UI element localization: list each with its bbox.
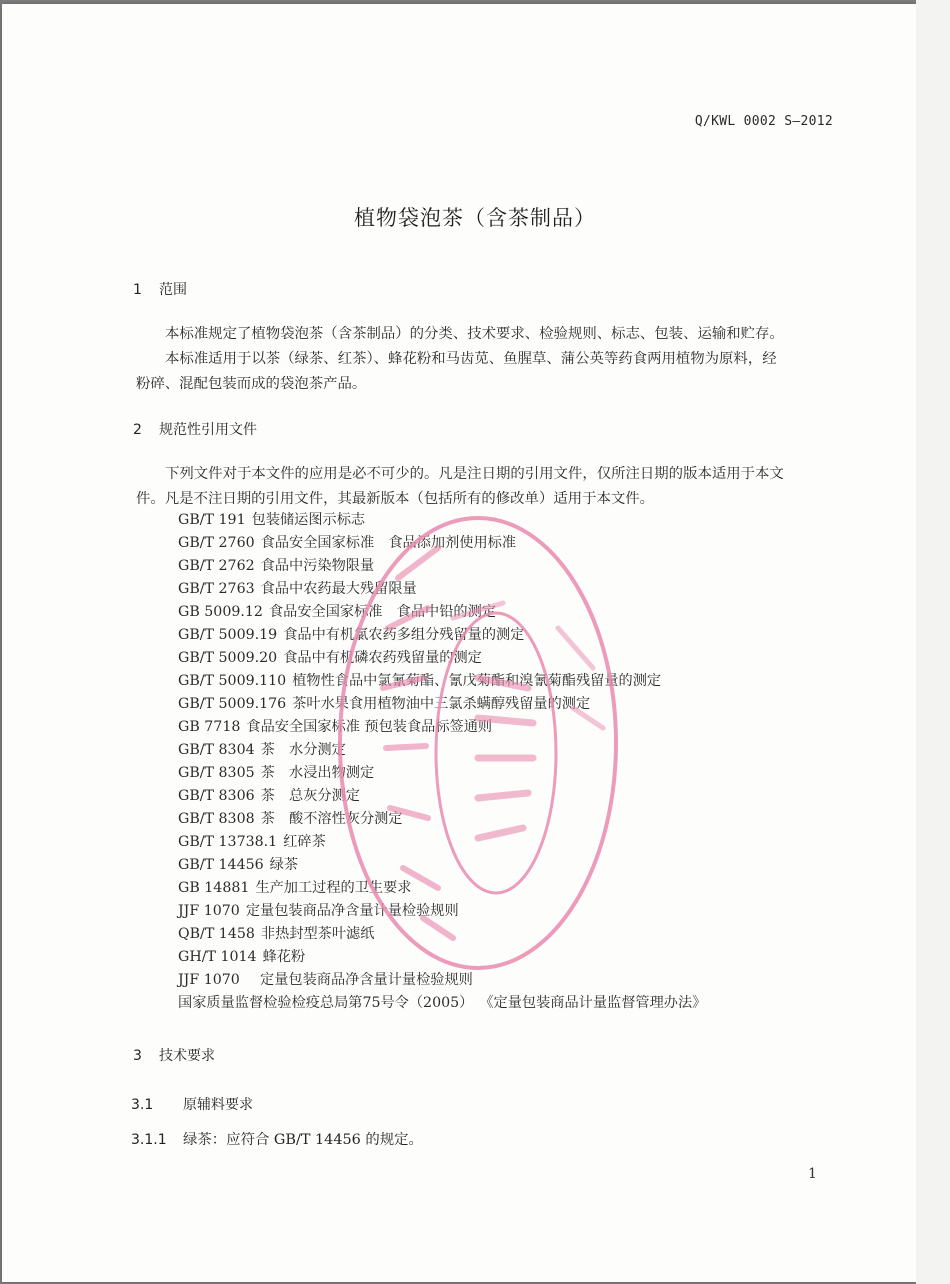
section-number: 1 — [133, 282, 142, 298]
reference-code: GB/T 5009.110 — [178, 673, 287, 689]
reference-code: GB/T 2763 — [178, 581, 255, 597]
section-1-paragraph-1: 本标准规定了植物袋泡茶（含茶制品）的分类、技术要求、检验规则、标志、包装、运输和贮存。 — [165, 326, 784, 342]
reference-code: GB 5009.12 — [178, 604, 263, 620]
reference-item — [178, 992, 706, 1015]
normative-references-list — [178, 509, 706, 1015]
reference-code: GB/T 8308 — [178, 811, 255, 827]
reference-item — [178, 509, 706, 532]
reference-item — [178, 831, 706, 854]
reference-code: GB/T 14456 — [178, 857, 264, 873]
reference-title: 绿茶 — [269, 857, 299, 873]
reference-title: 食品中有机磷农药残留量的测定 — [283, 650, 482, 666]
reference-item — [178, 578, 706, 601]
clause-3-1-1 — [131, 1128, 423, 1149]
section-1-heading — [133, 279, 187, 299]
section-2-heading — [133, 419, 257, 439]
scan-edge — [916, 0, 950, 1284]
reference-item — [178, 716, 706, 739]
reference-code: GB/T 8305 — [178, 765, 255, 781]
reference-title: 食品安全国家标准 预包装食品标签通则 — [246, 719, 493, 735]
reference-code: GB/T 2762 — [178, 558, 255, 574]
reference-item — [178, 624, 706, 647]
reference-title: 定量包装商品净含量计量检验规则 — [245, 972, 473, 988]
clause-number: 3.1.1 — [131, 1132, 167, 1148]
reference-item — [178, 693, 706, 716]
reference-item — [178, 923, 706, 946]
section-1-paragraph-2-line-1: 本标准适用于以茶（绿茶、红茶）、蜂花粉和马齿苋、鱼腥草、蒲公英等药食两用植物为原料，经 — [165, 351, 777, 367]
reference-item — [178, 969, 706, 992]
reference-code: GB/T 191 — [178, 512, 246, 528]
clause-text: 绿茶：应符合 GB/T 14456 的规定。 — [183, 1132, 423, 1148]
reference-code: JJF 1070 — [178, 972, 240, 988]
reference-item — [178, 555, 706, 578]
reference-item — [178, 808, 706, 831]
reference-item — [178, 946, 706, 969]
reference-title: 食品中有机氯农药多组分残留量的测定 — [283, 627, 525, 643]
document-title: 植物袋泡茶（含茶制品） — [354, 206, 596, 230]
reference-item — [178, 877, 706, 900]
reference-title: 《定量包装商品计量监督管理办法》 — [479, 995, 707, 1011]
section-title: 技术要求 — [159, 1048, 215, 1064]
reference-title: 食品中农药最大残留限量 — [260, 581, 417, 597]
reference-title: 定量包装商品净含量计量检验规则 — [245, 903, 459, 919]
page-number: 1 — [808, 1166, 817, 1182]
reference-title: 茶 酸不溶性灰分测定 — [260, 811, 403, 827]
reference-title: 红碎茶 — [283, 834, 326, 850]
reference-title: 非热封型茶叶滤纸 — [260, 926, 375, 942]
reference-code: GH/T 1014 — [178, 949, 257, 965]
reference-code: GB/T 5009.176 — [178, 696, 287, 712]
reference-item — [178, 739, 706, 762]
reference-title: 茶 总灰分测定 — [260, 788, 360, 804]
reference-item — [178, 854, 706, 877]
reference-code: GB/T 5009.20 — [178, 650, 278, 666]
subsection-3-1-heading — [131, 1094, 253, 1114]
reference-title: 食品中污染物限量 — [260, 558, 375, 574]
reference-title: 蜂花粉 — [262, 949, 306, 965]
reference-code: 国家质量监督检验检疫总局第75号令（2005） — [178, 995, 474, 1011]
reference-code: GB 7718 — [178, 719, 241, 735]
section-number: 3 — [133, 1048, 142, 1064]
reference-code: GB/T 5009.19 — [178, 627, 278, 643]
section-title: 规范性引用文件 — [159, 422, 257, 438]
reference-item — [178, 762, 706, 785]
reference-item — [178, 647, 706, 670]
subsection-title: 原辅料要求 — [183, 1097, 253, 1113]
section-title: 范围 — [159, 282, 187, 298]
reference-item — [178, 601, 706, 624]
reference-code: GB/T 13738.1 — [178, 834, 278, 850]
section-2-paragraph-line-1: 下列文件对于本文件的应用是必不可少的。凡是注日期的引用文件，仅所注日期的版本适用于本文 — [165, 466, 784, 482]
reference-item — [178, 670, 706, 693]
reference-code: GB/T 8304 — [178, 742, 255, 758]
reference-title: 茶 水浸出物测定 — [260, 765, 375, 781]
reference-item — [178, 900, 706, 923]
reference-code: GB/T 8306 — [178, 788, 255, 804]
reference-item — [178, 785, 706, 808]
reference-title: 包装储运图示标志 — [251, 512, 366, 528]
reference-code: GB 14881 — [178, 880, 250, 896]
reference-title: 茶叶水果食用植物油中三氯杀螨醇残留量的测定 — [292, 696, 591, 712]
section-2-paragraph-line-2: 件。凡是不注日期的引用文件，其最新版本（包括所有的修改单）适用于本文件。 — [136, 491, 655, 507]
document-code: Q/KWL 0002 S—2012 — [694, 114, 833, 129]
reference-code: JJF 1070 — [178, 903, 240, 919]
reference-title: 植物性食品中氯氰菊酯、氰戊菊酯和溴氰菊酯残留量的测定 — [292, 673, 662, 689]
reference-title: 食品安全国家标准 食品中铅的测定 — [268, 604, 496, 620]
section-3-heading — [133, 1045, 215, 1065]
section-number: 2 — [133, 422, 142, 438]
reference-item — [178, 532, 706, 555]
subsection-number: 3.1 — [131, 1097, 154, 1113]
reference-code: GB/T 2760 — [178, 535, 255, 551]
section-1-paragraph-2-line-2: 粉碎、混配包装而成的袋泡茶产品。 — [136, 376, 367, 392]
reference-title: 食品安全国家标准 食品添加剂使用标准 — [260, 535, 517, 551]
reference-code: QB/T 1458 — [178, 926, 255, 942]
reference-title: 茶 水分测定 — [260, 742, 346, 758]
reference-title: 生产加工过程的卫生要求 — [255, 880, 412, 896]
